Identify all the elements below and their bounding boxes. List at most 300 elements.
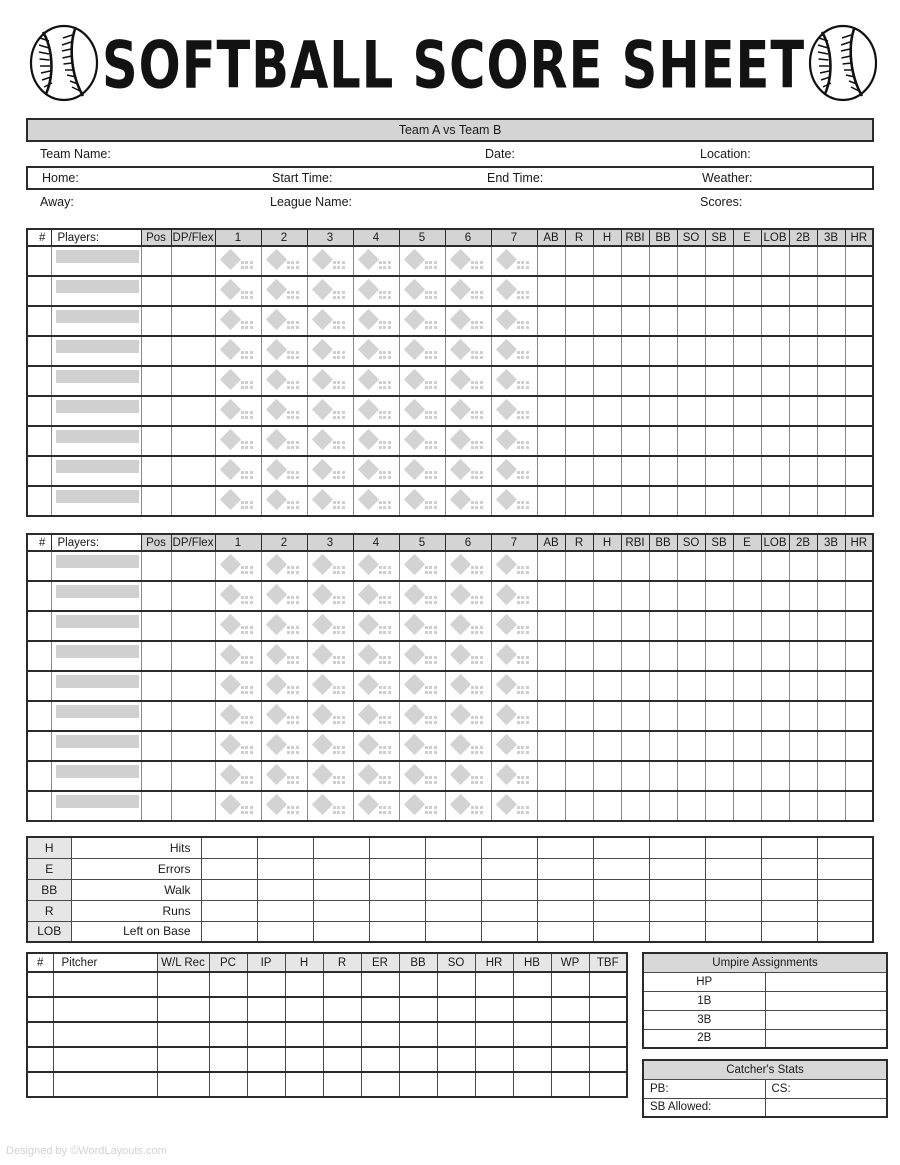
pitcher-cell-hr[interactable] xyxy=(475,997,513,1022)
stat-cell-hr[interactable] xyxy=(845,426,873,456)
pitcher-cell-ip[interactable] xyxy=(247,1022,285,1047)
summary-value-cell[interactable] xyxy=(313,921,369,942)
inning-diamond-cell[interactable] xyxy=(445,306,491,336)
inning-diamond-cell[interactable] xyxy=(215,581,261,611)
pitcher-cell-pc[interactable] xyxy=(209,972,247,997)
player-number-cell[interactable] xyxy=(27,486,51,516)
stat-cell-hr[interactable] xyxy=(845,641,873,671)
summary-value-cell[interactable] xyxy=(369,879,425,900)
summary-value-cell[interactable] xyxy=(817,858,873,879)
summary-value-cell[interactable] xyxy=(761,900,817,921)
stat-cell-e[interactable] xyxy=(733,791,761,821)
inning-diamond-cell[interactable] xyxy=(445,396,491,426)
inning-diamond-cell[interactable] xyxy=(215,306,261,336)
summary-value-cell[interactable] xyxy=(817,837,873,858)
summary-value-cell[interactable] xyxy=(761,858,817,879)
stat-cell-sb[interactable] xyxy=(705,336,733,366)
inning-diamond-cell[interactable] xyxy=(399,306,445,336)
pitcher-cell-so[interactable] xyxy=(437,1047,475,1072)
summary-value-cell[interactable] xyxy=(817,879,873,900)
pitcher-cell-pc[interactable] xyxy=(209,997,247,1022)
pitcher-cell-er[interactable] xyxy=(361,1022,399,1047)
stat-cell-lob[interactable] xyxy=(761,276,789,306)
player-name-cell[interactable] xyxy=(51,486,141,516)
pitcher-cell-h[interactable] xyxy=(285,1047,323,1072)
stat-cell-bb[interactable] xyxy=(649,671,677,701)
inning-diamond-cell[interactable] xyxy=(353,581,399,611)
inning-diamond-cell[interactable] xyxy=(491,366,537,396)
stat-cell-3b[interactable] xyxy=(817,731,845,761)
stat-cell-bb[interactable] xyxy=(649,731,677,761)
inning-diamond-cell[interactable] xyxy=(491,671,537,701)
pitcher-cell-r[interactable] xyxy=(323,997,361,1022)
inning-diamond-cell[interactable] xyxy=(445,456,491,486)
pitcher-cell-wp[interactable] xyxy=(551,972,589,997)
stat-cell-h[interactable] xyxy=(593,426,621,456)
inning-diamond-cell[interactable] xyxy=(491,276,537,306)
pitcher-cell-ip[interactable] xyxy=(247,972,285,997)
stat-cell-3b[interactable] xyxy=(817,306,845,336)
stat-cell-hr[interactable] xyxy=(845,276,873,306)
pitcher-cell-w-l-rec[interactable] xyxy=(157,1047,209,1072)
position-cell[interactable] xyxy=(141,486,171,516)
stat-cell-ab[interactable] xyxy=(537,486,565,516)
stat-cell-r[interactable] xyxy=(565,306,593,336)
stat-cell-sb[interactable] xyxy=(705,276,733,306)
inning-diamond-cell[interactable] xyxy=(307,336,353,366)
player-number-cell[interactable] xyxy=(27,276,51,306)
stat-cell-bb[interactable] xyxy=(649,336,677,366)
pitcher-cell-er[interactable] xyxy=(361,1072,399,1097)
stat-cell-ab[interactable] xyxy=(537,246,565,276)
stat-cell-rbi[interactable] xyxy=(621,246,649,276)
dp-flex-cell[interactable] xyxy=(171,246,215,276)
stat-cell-h[interactable] xyxy=(593,551,621,581)
stat-cell-hr[interactable] xyxy=(845,701,873,731)
summary-value-cell[interactable] xyxy=(257,900,313,921)
stat-cell-lob[interactable] xyxy=(761,551,789,581)
inning-diamond-cell[interactable] xyxy=(491,551,537,581)
dp-flex-cell[interactable] xyxy=(171,486,215,516)
inning-diamond-cell[interactable] xyxy=(215,246,261,276)
stat-cell-ab[interactable] xyxy=(537,761,565,791)
pitcher-cell-pc[interactable] xyxy=(209,1022,247,1047)
stat-cell-ab[interactable] xyxy=(537,701,565,731)
player-number-cell[interactable] xyxy=(27,396,51,426)
summary-value-cell[interactable] xyxy=(201,900,257,921)
summary-value-cell[interactable] xyxy=(425,858,481,879)
stat-cell-e[interactable] xyxy=(733,641,761,671)
pitcher-cell--[interactable] xyxy=(27,997,53,1022)
stat-cell-rbi[interactable] xyxy=(621,426,649,456)
stat-cell-r[interactable] xyxy=(565,276,593,306)
stat-cell-so[interactable] xyxy=(677,276,705,306)
stat-cell-r[interactable] xyxy=(565,641,593,671)
stat-cell-3b[interactable] xyxy=(817,456,845,486)
inning-diamond-cell[interactable] xyxy=(307,611,353,641)
inning-diamond-cell[interactable] xyxy=(215,671,261,701)
stat-cell-e[interactable] xyxy=(733,551,761,581)
pitcher-cell-bb[interactable] xyxy=(399,997,437,1022)
pitcher-cell-r[interactable] xyxy=(323,1072,361,1097)
inning-diamond-cell[interactable] xyxy=(261,641,307,671)
stat-cell-3b[interactable] xyxy=(817,581,845,611)
stat-cell-h[interactable] xyxy=(593,701,621,731)
stat-cell-bb[interactable] xyxy=(649,551,677,581)
stat-cell-bb[interactable] xyxy=(649,581,677,611)
stat-cell-so[interactable] xyxy=(677,701,705,731)
stat-cell-3b[interactable] xyxy=(817,426,845,456)
position-cell[interactable] xyxy=(141,246,171,276)
inning-diamond-cell[interactable] xyxy=(261,306,307,336)
stat-cell-3b[interactable] xyxy=(817,486,845,516)
stat-cell-ab[interactable] xyxy=(537,581,565,611)
position-cell[interactable] xyxy=(141,761,171,791)
dp-flex-cell[interactable] xyxy=(171,611,215,641)
stat-cell-hr[interactable] xyxy=(845,671,873,701)
pitcher-cell-bb[interactable] xyxy=(399,1022,437,1047)
stat-cell-sb[interactable] xyxy=(705,246,733,276)
player-name-cell[interactable] xyxy=(51,426,141,456)
stat-cell-rbi[interactable] xyxy=(621,731,649,761)
pitcher-cell-h[interactable] xyxy=(285,997,323,1022)
summary-value-cell[interactable] xyxy=(481,837,537,858)
inning-diamond-cell[interactable] xyxy=(353,456,399,486)
stat-cell-e[interactable] xyxy=(733,456,761,486)
stat-cell-e[interactable] xyxy=(733,611,761,641)
stat-cell-rbi[interactable] xyxy=(621,276,649,306)
dp-flex-cell[interactable] xyxy=(171,456,215,486)
summary-value-cell[interactable] xyxy=(649,921,705,942)
stat-cell-lob[interactable] xyxy=(761,426,789,456)
pitcher-cell-pitcher[interactable] xyxy=(53,1047,157,1072)
pitcher-cell-tbf[interactable] xyxy=(589,997,627,1022)
player-number-cell[interactable] xyxy=(27,306,51,336)
player-number-cell[interactable] xyxy=(27,366,51,396)
stat-cell-r[interactable] xyxy=(565,761,593,791)
inning-diamond-cell[interactable] xyxy=(261,791,307,821)
umpire-name-cell[interactable] xyxy=(765,972,887,991)
player-number-cell[interactable] xyxy=(27,336,51,366)
inning-diamond-cell[interactable] xyxy=(261,611,307,641)
stat-cell-lob[interactable] xyxy=(761,791,789,821)
player-name-cell[interactable] xyxy=(51,761,141,791)
pitcher-cell-tbf[interactable] xyxy=(589,1072,627,1097)
inning-diamond-cell[interactable] xyxy=(445,611,491,641)
stat-cell-rbi[interactable] xyxy=(621,306,649,336)
stat-cell-r[interactable] xyxy=(565,701,593,731)
inning-diamond-cell[interactable] xyxy=(491,581,537,611)
inning-diamond-cell[interactable] xyxy=(399,246,445,276)
pitcher-cell-tbf[interactable] xyxy=(589,1022,627,1047)
inning-diamond-cell[interactable] xyxy=(445,791,491,821)
pitcher-cell-so[interactable] xyxy=(437,1072,475,1097)
inning-diamond-cell[interactable] xyxy=(307,581,353,611)
stat-cell-so[interactable] xyxy=(677,581,705,611)
stat-cell-rbi[interactable] xyxy=(621,671,649,701)
stat-cell-so[interactable] xyxy=(677,641,705,671)
position-cell[interactable] xyxy=(141,456,171,486)
inning-diamond-cell[interactable] xyxy=(307,761,353,791)
inning-diamond-cell[interactable] xyxy=(307,276,353,306)
stat-cell-r[interactable] xyxy=(565,791,593,821)
stat-cell-r[interactable] xyxy=(565,731,593,761)
inning-diamond-cell[interactable] xyxy=(261,551,307,581)
stat-cell-lob[interactable] xyxy=(761,611,789,641)
inning-diamond-cell[interactable] xyxy=(307,246,353,276)
stat-cell-hr[interactable] xyxy=(845,366,873,396)
summary-value-cell[interactable] xyxy=(369,900,425,921)
stat-cell-sb[interactable] xyxy=(705,456,733,486)
stat-cell-so[interactable] xyxy=(677,306,705,336)
inning-diamond-cell[interactable] xyxy=(353,366,399,396)
stat-cell-lob[interactable] xyxy=(761,396,789,426)
catcher-field-right[interactable] xyxy=(765,1098,887,1117)
stat-cell-h[interactable] xyxy=(593,456,621,486)
pitcher-cell-hr[interactable] xyxy=(475,1072,513,1097)
pitcher-cell-h[interactable] xyxy=(285,1072,323,1097)
pitcher-cell-hb[interactable] xyxy=(513,972,551,997)
dp-flex-cell[interactable] xyxy=(171,761,215,791)
stat-cell-h[interactable] xyxy=(593,731,621,761)
stat-cell-so[interactable] xyxy=(677,611,705,641)
stat-cell-h[interactable] xyxy=(593,671,621,701)
pitcher-cell-hb[interactable] xyxy=(513,1022,551,1047)
stat-cell-rbi[interactable] xyxy=(621,456,649,486)
inning-diamond-cell[interactable] xyxy=(215,641,261,671)
summary-value-cell[interactable] xyxy=(201,837,257,858)
summary-value-cell[interactable] xyxy=(705,900,761,921)
summary-value-cell[interactable] xyxy=(593,858,649,879)
stat-cell-bb[interactable] xyxy=(649,641,677,671)
summary-value-cell[interactable] xyxy=(425,879,481,900)
summary-value-cell[interactable] xyxy=(649,837,705,858)
stat-cell-e[interactable] xyxy=(733,366,761,396)
summary-value-cell[interactable] xyxy=(313,837,369,858)
stat-cell-e[interactable] xyxy=(733,246,761,276)
pitcher-cell--[interactable] xyxy=(27,1047,53,1072)
summary-value-cell[interactable] xyxy=(593,921,649,942)
stat-cell-sb[interactable] xyxy=(705,701,733,731)
dp-flex-cell[interactable] xyxy=(171,396,215,426)
stat-cell-e[interactable] xyxy=(733,426,761,456)
dp-flex-cell[interactable] xyxy=(171,336,215,366)
stat-cell-so[interactable] xyxy=(677,456,705,486)
stat-cell-lob[interactable] xyxy=(761,761,789,791)
stat-cell-2b[interactable] xyxy=(789,791,817,821)
inning-diamond-cell[interactable] xyxy=(353,396,399,426)
pitcher-cell-hr[interactable] xyxy=(475,1047,513,1072)
inning-diamond-cell[interactable] xyxy=(215,456,261,486)
stat-cell-sb[interactable] xyxy=(705,581,733,611)
dp-flex-cell[interactable] xyxy=(171,551,215,581)
stat-cell-sb[interactable] xyxy=(705,731,733,761)
pitcher-cell-tbf[interactable] xyxy=(589,1047,627,1072)
dp-flex-cell[interactable] xyxy=(171,641,215,671)
summary-value-cell[interactable] xyxy=(257,879,313,900)
inning-diamond-cell[interactable] xyxy=(445,701,491,731)
stat-cell-3b[interactable] xyxy=(817,276,845,306)
pitcher-cell-wp[interactable] xyxy=(551,1072,589,1097)
player-name-cell[interactable] xyxy=(51,366,141,396)
summary-value-cell[interactable] xyxy=(425,921,481,942)
inning-diamond-cell[interactable] xyxy=(261,366,307,396)
stat-cell-lob[interactable] xyxy=(761,731,789,761)
stat-cell-rbi[interactable] xyxy=(621,366,649,396)
inning-diamond-cell[interactable] xyxy=(307,456,353,486)
inning-diamond-cell[interactable] xyxy=(215,366,261,396)
inning-diamond-cell[interactable] xyxy=(307,306,353,336)
stat-cell-lob[interactable] xyxy=(761,366,789,396)
summary-value-cell[interactable] xyxy=(369,837,425,858)
stat-cell-h[interactable] xyxy=(593,306,621,336)
stat-cell-ab[interactable] xyxy=(537,731,565,761)
stat-cell-2b[interactable] xyxy=(789,426,817,456)
position-cell[interactable] xyxy=(141,276,171,306)
player-name-cell[interactable] xyxy=(51,731,141,761)
inning-diamond-cell[interactable] xyxy=(445,246,491,276)
stat-cell-sb[interactable] xyxy=(705,551,733,581)
stat-cell-2b[interactable] xyxy=(789,671,817,701)
pitcher-cell-hb[interactable] xyxy=(513,1047,551,1072)
player-name-cell[interactable] xyxy=(51,396,141,426)
summary-value-cell[interactable] xyxy=(537,858,593,879)
stat-cell-ab[interactable] xyxy=(537,366,565,396)
inning-diamond-cell[interactable] xyxy=(261,426,307,456)
stat-cell-h[interactable] xyxy=(593,486,621,516)
pitcher-cell-hb[interactable] xyxy=(513,997,551,1022)
inning-diamond-cell[interactable] xyxy=(307,641,353,671)
inning-diamond-cell[interactable] xyxy=(307,551,353,581)
player-number-cell[interactable] xyxy=(27,611,51,641)
stat-cell-bb[interactable] xyxy=(649,791,677,821)
player-number-cell[interactable] xyxy=(27,791,51,821)
summary-value-cell[interactable] xyxy=(537,900,593,921)
summary-value-cell[interactable] xyxy=(425,900,481,921)
stat-cell-hr[interactable] xyxy=(845,456,873,486)
stat-cell-hr[interactable] xyxy=(845,336,873,366)
summary-value-cell[interactable] xyxy=(257,837,313,858)
player-name-cell[interactable] xyxy=(51,306,141,336)
position-cell[interactable] xyxy=(141,396,171,426)
stat-cell-r[interactable] xyxy=(565,456,593,486)
summary-value-cell[interactable] xyxy=(649,858,705,879)
inning-diamond-cell[interactable] xyxy=(353,761,399,791)
summary-value-cell[interactable] xyxy=(201,858,257,879)
stat-cell-e[interactable] xyxy=(733,276,761,306)
pitcher-cell-r[interactable] xyxy=(323,972,361,997)
stat-cell-2b[interactable] xyxy=(789,456,817,486)
stat-cell-hr[interactable] xyxy=(845,306,873,336)
inning-diamond-cell[interactable] xyxy=(215,791,261,821)
inning-diamond-cell[interactable] xyxy=(307,486,353,516)
pitcher-cell-w-l-rec[interactable] xyxy=(157,1022,209,1047)
stat-cell-e[interactable] xyxy=(733,701,761,731)
inning-diamond-cell[interactable] xyxy=(491,336,537,366)
stat-cell-2b[interactable] xyxy=(789,486,817,516)
pitcher-cell-so[interactable] xyxy=(437,972,475,997)
player-number-cell[interactable] xyxy=(27,731,51,761)
stat-cell-e[interactable] xyxy=(733,581,761,611)
stat-cell-so[interactable] xyxy=(677,731,705,761)
stat-cell-lob[interactable] xyxy=(761,701,789,731)
player-name-cell[interactable] xyxy=(51,701,141,731)
inning-diamond-cell[interactable] xyxy=(261,701,307,731)
stat-cell-bb[interactable] xyxy=(649,456,677,486)
stat-cell-r[interactable] xyxy=(565,611,593,641)
pitcher-cell-pitcher[interactable] xyxy=(53,1072,157,1097)
stat-cell-2b[interactable] xyxy=(789,551,817,581)
position-cell[interactable] xyxy=(141,731,171,761)
inning-diamond-cell[interactable] xyxy=(353,731,399,761)
inning-diamond-cell[interactable] xyxy=(261,731,307,761)
umpire-name-cell[interactable] xyxy=(765,1010,887,1029)
stat-cell-ab[interactable] xyxy=(537,641,565,671)
stat-cell-ab[interactable] xyxy=(537,551,565,581)
stat-cell-so[interactable] xyxy=(677,426,705,456)
stat-cell-h[interactable] xyxy=(593,791,621,821)
inning-diamond-cell[interactable] xyxy=(353,306,399,336)
pitcher-cell-wp[interactable] xyxy=(551,1022,589,1047)
stat-cell-h[interactable] xyxy=(593,276,621,306)
inning-diamond-cell[interactable] xyxy=(399,486,445,516)
stat-cell-h[interactable] xyxy=(593,336,621,366)
stat-cell-hr[interactable] xyxy=(845,581,873,611)
stat-cell-lob[interactable] xyxy=(761,306,789,336)
position-cell[interactable] xyxy=(141,306,171,336)
stat-cell-rbi[interactable] xyxy=(621,551,649,581)
position-cell[interactable] xyxy=(141,366,171,396)
stat-cell-r[interactable] xyxy=(565,396,593,426)
position-cell[interactable] xyxy=(141,426,171,456)
dp-flex-cell[interactable] xyxy=(171,306,215,336)
summary-value-cell[interactable] xyxy=(425,837,481,858)
pitcher-cell-pitcher[interactable] xyxy=(53,997,157,1022)
inning-diamond-cell[interactable] xyxy=(353,276,399,306)
inning-diamond-cell[interactable] xyxy=(215,551,261,581)
stat-cell-3b[interactable] xyxy=(817,246,845,276)
inning-diamond-cell[interactable] xyxy=(353,701,399,731)
stat-cell-bb[interactable] xyxy=(649,366,677,396)
summary-value-cell[interactable] xyxy=(761,921,817,942)
inning-diamond-cell[interactable] xyxy=(261,276,307,306)
stat-cell-so[interactable] xyxy=(677,761,705,791)
stat-cell-e[interactable] xyxy=(733,671,761,701)
stat-cell-sb[interactable] xyxy=(705,611,733,641)
umpire-name-cell[interactable] xyxy=(765,1029,887,1048)
stat-cell-3b[interactable] xyxy=(817,551,845,581)
stat-cell-h[interactable] xyxy=(593,761,621,791)
stat-cell-e[interactable] xyxy=(733,761,761,791)
stat-cell-hr[interactable] xyxy=(845,486,873,516)
player-name-cell[interactable] xyxy=(51,276,141,306)
inning-diamond-cell[interactable] xyxy=(445,641,491,671)
stat-cell-sb[interactable] xyxy=(705,761,733,791)
inning-diamond-cell[interactable] xyxy=(399,671,445,701)
stat-cell-hr[interactable] xyxy=(845,791,873,821)
dp-flex-cell[interactable] xyxy=(171,366,215,396)
summary-value-cell[interactable] xyxy=(537,879,593,900)
stat-cell-ab[interactable] xyxy=(537,611,565,641)
inning-diamond-cell[interactable] xyxy=(491,396,537,426)
inning-diamond-cell[interactable] xyxy=(261,761,307,791)
inning-diamond-cell[interactable] xyxy=(307,671,353,701)
summary-value-cell[interactable] xyxy=(593,879,649,900)
catcher-field-right[interactable]: CS: xyxy=(765,1079,887,1098)
summary-value-cell[interactable] xyxy=(649,879,705,900)
summary-value-cell[interactable] xyxy=(481,921,537,942)
player-number-cell[interactable] xyxy=(27,701,51,731)
